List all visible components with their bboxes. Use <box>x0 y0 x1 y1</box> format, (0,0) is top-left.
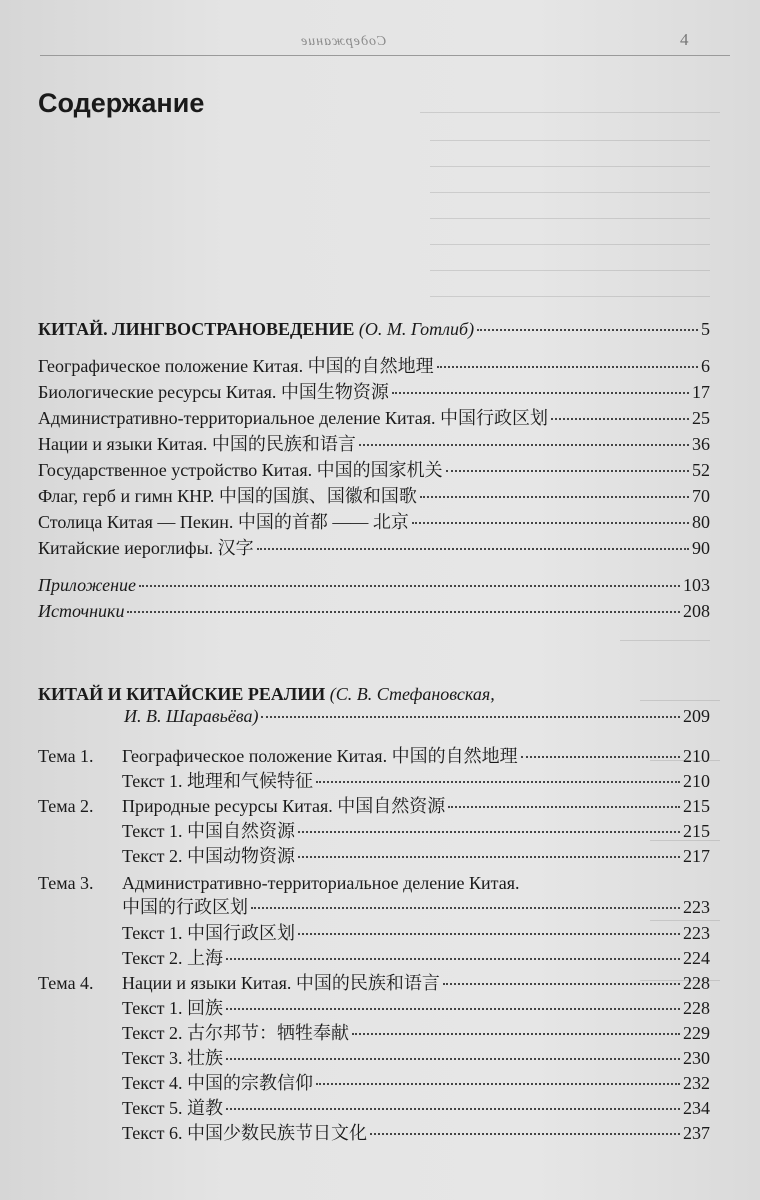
toc-entry[interactable] <box>38 872 519 894</box>
entry-title: Текст 2. 古尔邦节：牺牲奉献 <box>122 1023 349 1043</box>
tema-label: Тема 4. <box>38 973 94 993</box>
toc-entry[interactable] <box>38 355 710 379</box>
toc-entry[interactable] <box>38 433 710 457</box>
entry-title: Текст 1. 中国自然资源 <box>122 821 295 841</box>
entry-title: Географическое положение Китая. 中国的自然地理 <box>38 356 434 376</box>
page-ref: 90 <box>692 538 710 558</box>
dot-leader <box>551 404 689 420</box>
toc-entry[interactable] <box>38 1047 710 1071</box>
entry-title: Текст 3. 壮族 <box>122 1048 223 1068</box>
entry-title: Административно-территориальное деление Китая. <box>122 873 520 893</box>
toc-section-heading[interactable] <box>38 318 710 342</box>
entry-title: 中国的行政区划 <box>122 897 248 917</box>
entry-title: Биологические ресурсы Китая. 中国生物资源 <box>38 382 389 402</box>
page-ref: 36 <box>692 434 710 454</box>
entry-title: Нации и языки Китая. 中国的民族和语言 <box>38 434 356 454</box>
page-ref: 230 <box>683 1048 710 1068</box>
page-ref: 52 <box>692 460 710 480</box>
dot-leader <box>359 430 689 446</box>
page-ref: 229 <box>683 1023 710 1043</box>
page-ref: 232 <box>683 1073 710 1093</box>
toc-entry-appendix[interactable] <box>38 574 710 598</box>
section-title: КИТАЙ И КИТАЙСКИЕ РЕАЛИИ <box>38 684 326 704</box>
dot-leader <box>437 352 698 368</box>
page-ref: 237 <box>683 1123 710 1143</box>
page-ref: 210 <box>683 746 710 766</box>
page-ref: 103 <box>683 575 710 595</box>
dot-leader <box>392 378 689 394</box>
entry-title: Природные ресурсы Китая. 中国自然资源 <box>122 796 446 816</box>
page-ref: 6 <box>701 356 710 376</box>
tema-label: Тема 1. <box>38 746 94 766</box>
dot-leader <box>521 742 680 758</box>
toc-entry[interactable] <box>38 770 710 794</box>
dot-leader <box>226 944 680 960</box>
page-ref: 208 <box>683 601 710 621</box>
dot-leader <box>298 842 680 858</box>
section-author: И. В. Шаравьёва) <box>124 706 259 726</box>
entry-title: Текст 1. 回族 <box>122 998 223 1018</box>
entry-title: Источники <box>38 601 125 621</box>
toc-entry[interactable] <box>38 459 710 483</box>
toc-entry[interactable] <box>38 1122 710 1146</box>
dot-leader <box>298 817 680 833</box>
dot-leader <box>127 597 680 613</box>
entry-title: Приложение <box>38 575 137 595</box>
toc-entry-sources[interactable] <box>38 600 710 624</box>
toc-entry[interactable] <box>38 922 710 946</box>
page-ref: 210 <box>683 771 710 791</box>
page-ref: 228 <box>683 998 710 1018</box>
section-title: КИТАЙ. ЛИНГВОСТРАНОВЕДЕНИЕ <box>38 319 355 339</box>
dot-leader <box>477 315 698 331</box>
toc-entry[interactable] <box>38 947 710 971</box>
toc-entry[interactable] <box>38 1072 710 1096</box>
header-rule <box>40 55 730 56</box>
dot-leader <box>251 893 680 909</box>
entry-title: Административно-территориальное деление Китая. 中国行政区划 <box>38 408 548 428</box>
page-ref: 224 <box>683 948 710 968</box>
dot-leader <box>261 702 680 718</box>
entry-title: Текст 2. 上海 <box>122 948 223 968</box>
page-ref: 215 <box>683 796 710 816</box>
dot-leader <box>226 1044 680 1060</box>
entry-title: Текст 1. 中国行政区划 <box>122 923 295 943</box>
tema-label: Тема 2. <box>38 796 94 816</box>
dot-leader <box>420 482 689 498</box>
dot-leader <box>139 571 680 587</box>
toc-entry[interactable] <box>38 381 710 405</box>
entry-title: Столица Китая — Пекин. 中国的首都 —— 北京 <box>38 512 409 532</box>
page-ref: 217 <box>683 846 710 866</box>
toc-entry[interactable] <box>38 511 710 535</box>
page-number: 4 <box>680 30 689 49</box>
page-ref: 209 <box>683 706 710 726</box>
page-ref: 70 <box>692 486 710 506</box>
running-head: Содержание <box>300 34 387 49</box>
section-author: (С. В. Стефановская, <box>329 684 495 704</box>
dot-leader <box>412 508 689 524</box>
dot-leader <box>446 456 689 472</box>
dot-leader <box>298 919 680 935</box>
page-ref: 5 <box>701 319 710 339</box>
entry-title: Текст 2. 中国动物资源 <box>122 846 295 866</box>
page-ref: 17 <box>692 382 710 402</box>
entry-title: Текст 5. 道教 <box>122 1098 223 1118</box>
toc-entry[interactable] <box>38 537 710 561</box>
toc-entry[interactable] <box>38 745 710 769</box>
dot-leader <box>316 1069 680 1085</box>
section-author: (О. М. Готлиб) <box>358 319 475 339</box>
tema-label: Тема 3. <box>38 873 94 893</box>
toc-entry[interactable] <box>38 972 710 996</box>
entry-title: Географическое положение Китая. 中国的自然地理 <box>122 746 518 766</box>
entry-title: Текст 6. 中国少数民族节日文化 <box>122 1123 367 1143</box>
dot-leader <box>352 1019 680 1035</box>
page-ref: 80 <box>692 512 710 532</box>
dot-leader <box>226 1094 680 1110</box>
toc-entry[interactable] <box>38 997 710 1021</box>
page-ref: 223 <box>683 923 710 943</box>
entry-title: Нации и языки Китая. 中国的民族和语言 <box>122 973 440 993</box>
page-ref: 25 <box>692 408 710 428</box>
toc-entry[interactable] <box>38 820 710 844</box>
page-ref: 223 <box>683 897 710 917</box>
entry-title: Текст 4. 中国的宗教信仰 <box>122 1073 313 1093</box>
toc-entry[interactable] <box>38 896 710 920</box>
toc-entry[interactable] <box>38 1022 710 1046</box>
dot-leader <box>443 969 680 985</box>
toc-entry[interactable] <box>38 485 710 509</box>
toc-entry[interactable] <box>38 407 710 431</box>
toc-section-heading-line2[interactable] <box>124 705 710 729</box>
page-ref: 234 <box>683 1098 710 1118</box>
dot-leader <box>257 534 689 550</box>
dot-leader <box>448 792 680 808</box>
page-ref: 228 <box>683 973 710 993</box>
entry-title: Флаг, герб и гимн КНР. 中国的国旗、国徽和国歌 <box>38 486 417 506</box>
dot-leader <box>316 767 680 783</box>
entry-title: Государственное устройство Китая. 中国的国家机关 <box>38 460 443 480</box>
toc-entry[interactable] <box>38 1097 710 1121</box>
dot-leader <box>226 994 680 1010</box>
toc-entry[interactable] <box>38 795 710 819</box>
toc-entry[interactable] <box>38 845 710 869</box>
entry-title: Китайские иероглифы. 汉字 <box>38 538 254 558</box>
dot-leader <box>370 1119 680 1135</box>
page-title: Содержание <box>38 88 205 118</box>
entry-title: Текст 1. 地理和气候特征 <box>122 771 313 791</box>
page-ref: 215 <box>683 821 710 841</box>
